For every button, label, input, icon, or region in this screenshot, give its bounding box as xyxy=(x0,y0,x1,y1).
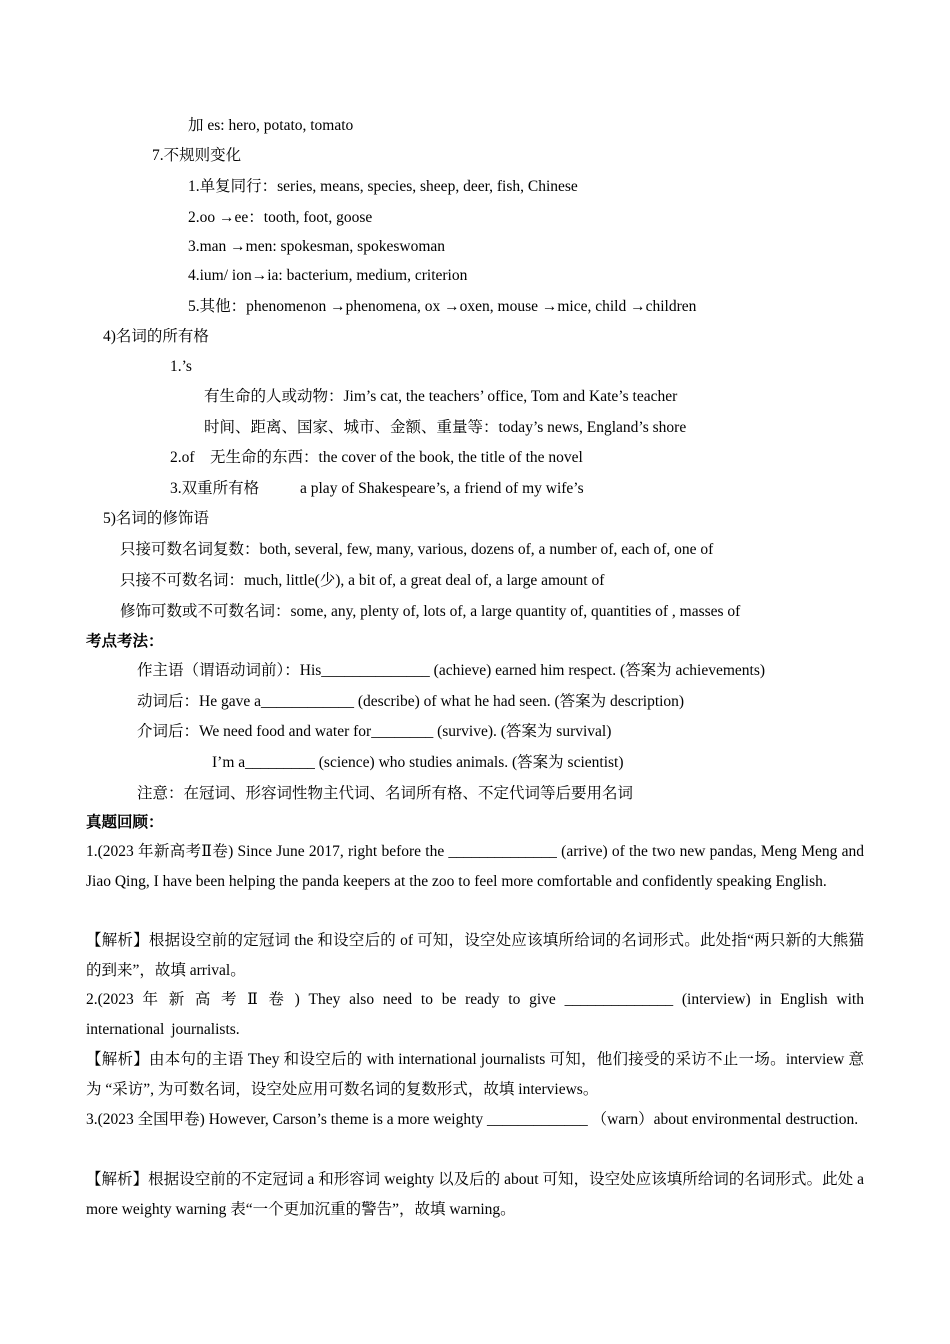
exam-point-line: 介词后：We need food and water for________ (survive). (答案为 survival) xyxy=(137,723,612,740)
review-title: 真题回顾： xyxy=(86,814,164,831)
possessive-s-line: 时间、距离、国家、城市、金额、重量等：today’s news, England’s shore xyxy=(204,419,687,436)
possessive-of-line: 2.of 无生命的东西：the cover of the book, the title of the novel xyxy=(170,449,583,466)
exam-point-note: 注意：在冠词、形容词性物主代词、名词所有格、不定代词等后要用名词 xyxy=(137,785,634,802)
modifier-line: 修饰可数或不可数名词：some, any, plenty of, lots of, a large quantity of, quantities of , masses of xyxy=(120,603,741,620)
possessive-title: 4)名词的所有格 xyxy=(103,328,209,345)
modifier-line: 只接不可数名词：much, little(少), a bit of, a great deal of, a large amount of xyxy=(120,572,605,589)
review-question-2: 2.(2023 年 新 高 考 Ⅱ 卷 ) They also need to be ready to give ______________ (interview) in English with international journalists. xyxy=(86,991,864,1038)
review-question-3: 3.(2023 全国甲卷) However, Carson’s theme is a more weighty _____________ （warn）about environmental destruction. xyxy=(86,1111,859,1128)
irregular-item: 2.oo →ee：tooth, foot, goose xyxy=(188,209,373,226)
review-analysis-2: 【解析】由本句的主语 They 和设空后的 with international journalists 可知，他们接受的采访不止一场。interview 意为 “采访”, 为可数名词，设空处应用可数名词的复数形式，故填 interviews。 xyxy=(86,1051,864,1098)
exam-point-line: 动词后：He gave a____________ (describe) of what he had seen. (答案为 description) xyxy=(137,693,685,710)
modifiers-title: 5)名词的修饰语 xyxy=(103,510,209,527)
review-question-1: 1.(2023 年新高考Ⅱ卷) Since June 2017, right before the ______________ (arrive) of the two new pandas, Meng Meng and Jiao Qing, I have been helping the panda keepers at the zoo to feel more comfortable and confidently speaking English. xyxy=(86,843,864,890)
modifier-line: 只接可数名词复数：both, several, few, many, various, dozens of, a number of, each of, one of xyxy=(120,541,714,558)
irregular-item: 5.其他：phenomenon →phenomena, ox →oxen, mouse →mice, child →children xyxy=(188,298,697,315)
exam-points-title: 考点考法： xyxy=(86,633,164,650)
review-analysis-1: 【解析】根据设空前的定冠词 the 和设空后的 of 可知，设空处应该填所给词的名词形式。此处指“两只新的大熊猫的到来”，故填 arrival。 xyxy=(86,932,864,979)
exam-point-line: 作主语（谓语动词前）：His______________ (achieve) earned him respect. (答案为 achievements) xyxy=(137,662,766,679)
irregular-title: 7.不规则变化 xyxy=(152,147,242,164)
possessive-s-label: 1.’s xyxy=(170,358,192,375)
plural-add-es-line: 加 es: hero, potato, tomato xyxy=(188,117,354,134)
irregular-item: 4.ium/ ion→ia: bacterium, medium, criterion xyxy=(188,267,468,284)
possessive-double-label: 3.双重所有格 xyxy=(170,480,260,497)
possessive-s-line: 有生命的人或动物：Jim’s cat, the teachers’ office, Tom and Kate’s teacher xyxy=(204,388,678,405)
irregular-item: 1.单复同行：series, means, species, sheep, deer, fish, Chinese xyxy=(188,178,578,195)
irregular-item: 3.man →men: spokesman, spokeswoman xyxy=(188,238,446,255)
possessive-double-example: a play of Shakespeare’s, a friend of my wife’s xyxy=(300,480,584,497)
review-analysis-3: 【解析】根据设空前的不定冠词 a 和形容词 weighty 以及后的 about 可知，设空处应该填所给词的名词形式。此处 a more weighty warning 表“一个更加沉重的警告”，故填 warning。 xyxy=(86,1171,864,1218)
exam-point-line: I’m a_________ (science) who studies animals. (答案为 scientist) xyxy=(212,754,624,771)
